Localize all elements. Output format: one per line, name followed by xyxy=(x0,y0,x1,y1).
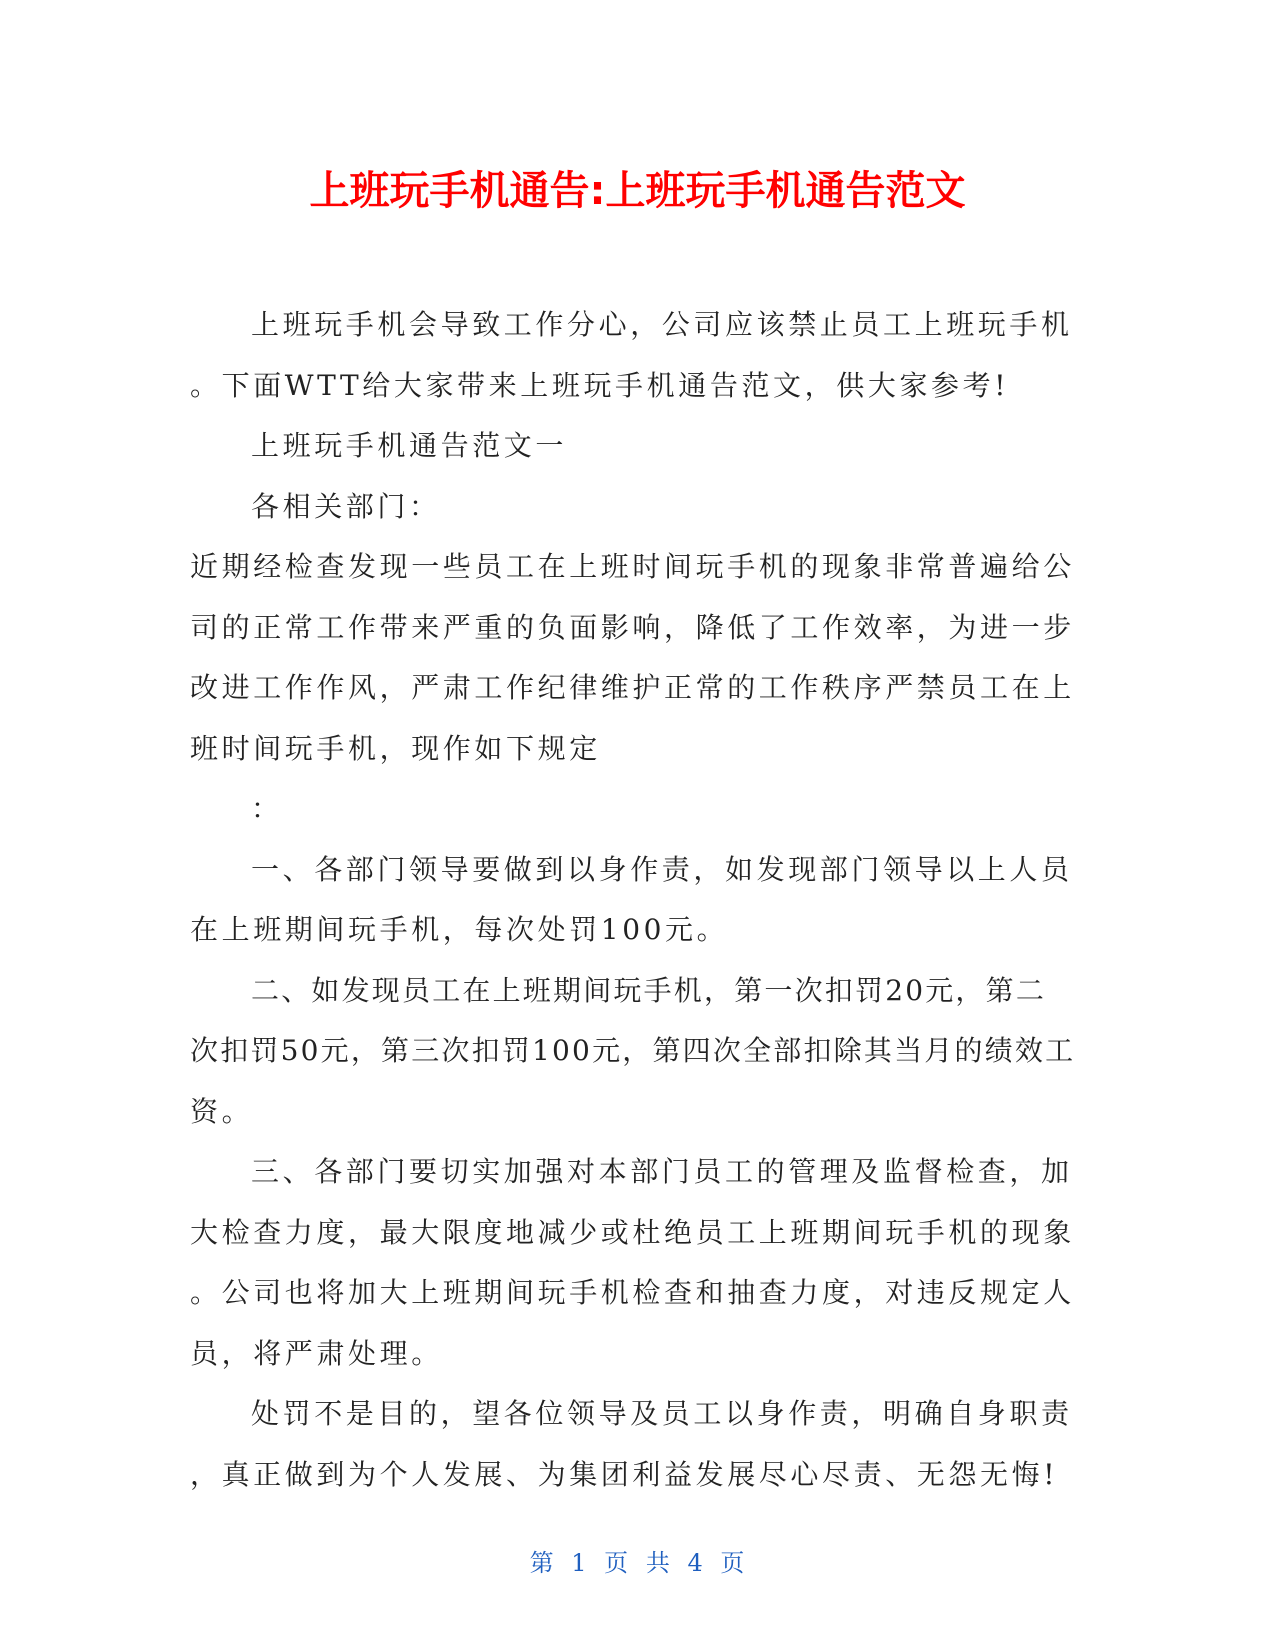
paragraph-line: 大检查力度，最大限度地减少或杜绝员工上班期间玩手机的现象 xyxy=(190,1215,1075,1249)
page-footer xyxy=(0,1543,1275,1578)
paragraph-line: ： xyxy=(251,792,283,825)
footer-total-prefix: 共 xyxy=(645,1549,671,1577)
paragraph-line: 三、各部门要切实加强对本部门员工的管理及监督检查，加 xyxy=(251,1155,1073,1188)
paragraph-line: 二、如发现员工在上班期间玩手机，第一次扣罚20元，第二 xyxy=(251,973,1047,1007)
paragraph-line: 。下面WTT给大家带来上班玩手机通告范文，供大家参考! xyxy=(190,368,1010,402)
section-heading: 上班玩手机通告范文一 xyxy=(251,429,568,462)
paragraph-line: 在上班期间玩手机，每次处罚100元。 xyxy=(190,913,729,946)
paragraph-line: 处罚不是目的，望各位领导及员工以身作责，明确自身职责 xyxy=(251,1397,1073,1430)
salutation: 各相关部门： xyxy=(251,489,441,523)
paragraph-line: 次扣罚50元，第三次扣罚100元，第四次全部扣除其当月的绩效工 xyxy=(190,1034,1076,1067)
footer-total-pages: 4 xyxy=(687,1549,704,1577)
footer-page-mid: 页 xyxy=(604,1549,630,1577)
document-title: 上班玩手机通告:上班玩手机通告范文 xyxy=(309,168,966,214)
paragraph-line: 资。 xyxy=(190,1094,254,1128)
document-body xyxy=(190,295,1076,1505)
footer-total-suffix: 页 xyxy=(720,1549,746,1577)
paragraph-line: 班时间玩手机，现作如下规定 xyxy=(190,731,601,765)
paragraph-line: 员，将严肃处理。 xyxy=(190,1336,443,1370)
paragraph-line: 一、各部门领导要做到以身作责，如发现部门领导以上人员 xyxy=(251,852,1073,886)
paragraph-line: 。公司也将加大上班期间玩手机检查和抽查力度，对违反规定人 xyxy=(190,1276,1075,1309)
paragraph-line: ，真正做到为个人发展、为集团利益发展尽心尽责、无怨无悔! xyxy=(190,1457,1059,1491)
paragraph-line: 改进工作作风，严肃工作纪律维护正常的工作秩序严禁员工在上 xyxy=(190,671,1075,704)
footer-page-prefix: 第 xyxy=(529,1549,555,1577)
paragraph-line: 司的正常工作带来严重的负面影响，降低了工作效率，为进一步 xyxy=(190,610,1075,644)
footer-page-number: 1 xyxy=(571,1549,588,1577)
paragraph-line: 近期经检查发现一些员工在上班时间玩手机的现象非常普遍给公 xyxy=(190,550,1075,583)
paragraph-line: 上班玩手机会导致工作分心，公司应该禁止员工上班玩手机 xyxy=(251,308,1073,341)
